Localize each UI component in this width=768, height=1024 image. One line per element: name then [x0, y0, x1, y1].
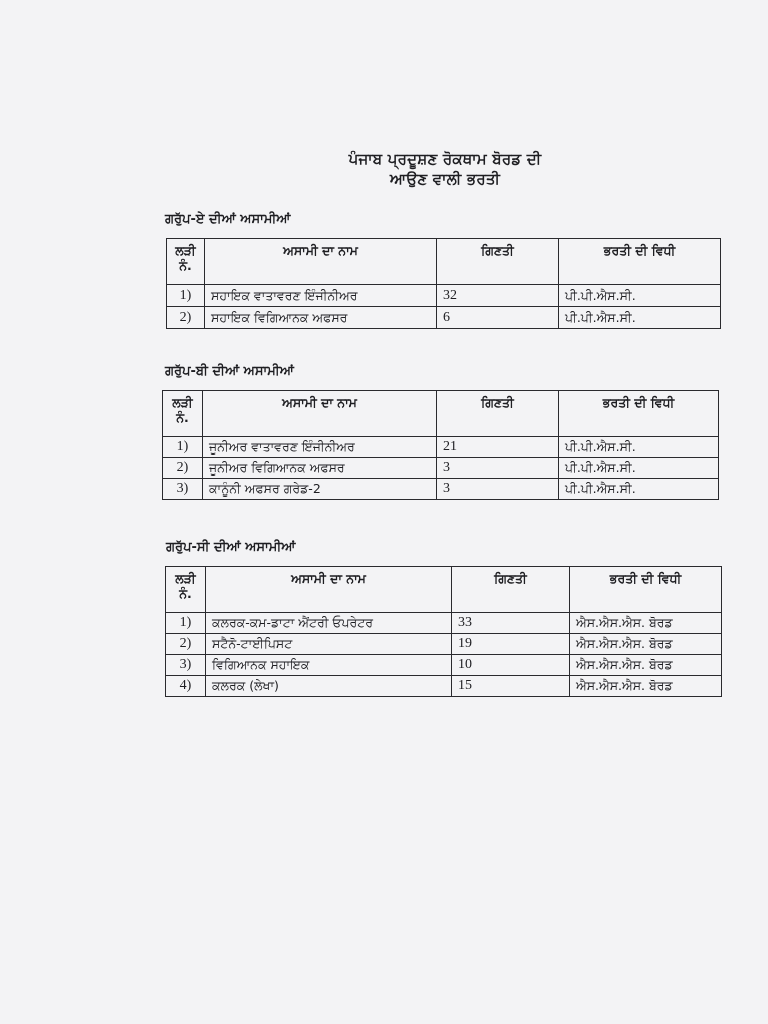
- count-header: ਗਿਣਤੀ: [437, 391, 559, 437]
- table-row: [163, 458, 719, 479]
- method-header: ਭਰਤੀ ਦੀ ਵਿਧੀ: [559, 239, 721, 285]
- post-name-cell: ਕਲਰਕ (ਲੇਖਾ): [206, 676, 452, 697]
- count-cell: 3: [437, 479, 559, 500]
- count-cell: 19: [452, 634, 570, 655]
- post-name-header: ਅਸਾਮੀ ਦਾ ਨਾਮ: [205, 239, 437, 285]
- serial-cell: 3): [166, 655, 206, 676]
- table-row: [166, 634, 722, 655]
- method-cell: ਐਸ.ਐਸ.ਐਸ. ਬੋਰਡ: [570, 634, 722, 655]
- method-cell: ਪੀ.ਪੀ.ਐਸ.ਸੀ.: [559, 437, 719, 458]
- count-header: ਗਿਣਤੀ: [452, 567, 570, 613]
- table-header-row: [166, 567, 722, 613]
- serial-header: ਲੜੀ ਨੰ.: [167, 239, 205, 285]
- group-a-table: [166, 238, 721, 329]
- serial-cell: 3): [163, 479, 203, 500]
- method-header: ਭਰਤੀ ਦੀ ਵਿਧੀ: [570, 567, 722, 613]
- table-row: [167, 307, 721, 329]
- table-row: [166, 676, 722, 697]
- serial-cell: 2): [163, 458, 203, 479]
- method-header: ਭਰਤੀ ਦੀ ਵਿਧੀ: [559, 391, 719, 437]
- group-b-table: [162, 390, 719, 500]
- document-title-line2: ਆਉਣ ਵਾਲੀ ਭਰਤੀ: [389, 170, 501, 188]
- method-cell: ਪੀ.ਪੀ.ਐਸ.ਸੀ.: [559, 285, 721, 307]
- table-row: [167, 285, 721, 307]
- serial-header: ਲੜੀ ਨੰ.: [166, 567, 206, 613]
- post-name-header: ਅਸਾਮੀ ਦਾ ਨਾਮ: [203, 391, 437, 437]
- count-cell: 21: [437, 437, 559, 458]
- serial-cell: 1): [163, 437, 203, 458]
- count-header: ਗਿਣਤੀ: [437, 239, 559, 285]
- method-cell: ਪੀ.ਪੀ.ਐਸ.ਸੀ.: [559, 307, 721, 329]
- table-row: [163, 479, 719, 500]
- table-header-row: [167, 239, 721, 285]
- method-cell: ਐਸ.ਐਸ.ਐਸ. ਬੋਰਡ: [570, 655, 722, 676]
- count-cell: 3: [437, 458, 559, 479]
- count-cell: 33: [452, 613, 570, 634]
- post-name-cell: ਜੂਨੀਅਰ ਵਾਤਾਵਰਣ ਇੰਜੀਨੀਅਰ: [203, 437, 437, 458]
- serial-cell: 2): [167, 307, 205, 329]
- group-c-table: [165, 566, 722, 697]
- serial-cell: 1): [166, 613, 206, 634]
- count-cell: 15: [452, 676, 570, 697]
- group-b-heading: ਗਰੁੱਪ-ਬੀ ਦੀਆਂ ਅਸਾਮੀਆਂ: [165, 364, 294, 379]
- serial-cell: 2): [166, 634, 206, 655]
- count-cell: 6: [437, 307, 559, 329]
- post-name-cell: ਜੂਨੀਅਰ ਵਿਗਿਆਨਕ ਅਫਸਰ: [203, 458, 437, 479]
- group-c-heading: ਗਰੁੱਪ-ਸੀ ਦੀਆਂ ਅਸਾਮੀਆਂ: [166, 540, 296, 555]
- table-row: [163, 437, 719, 458]
- count-cell: 10: [452, 655, 570, 676]
- table-header-row: [163, 391, 719, 437]
- serial-header: ਲੜੀ ਨੰ.: [163, 391, 203, 437]
- post-name-cell: ਸਹਾਇਕ ਵਿਗਿਆਨਕ ਅਫਸਰ: [205, 307, 437, 329]
- method-cell: ਐਸ.ਐਸ.ਐਸ. ਬੋਰਡ: [570, 613, 722, 634]
- post-name-cell: ਕਲਰਕ-ਕਮ-ਡਾਟਾ ਐਂਟਰੀ ਓਪਰੇਟਰ: [206, 613, 452, 634]
- table-row: [166, 655, 722, 676]
- table-row: [166, 613, 722, 634]
- serial-cell: 4): [166, 676, 206, 697]
- post-name-cell: ਸਟੈਨੋ-ਟਾਈਪਿਸਟ: [206, 634, 452, 655]
- post-name-header: ਅਸਾਮੀ ਦਾ ਨਾਮ: [206, 567, 452, 613]
- document-title-line1: ਪੰਜਾਬ ਪ੍ਰਦੂਸ਼ਣ ਰੋਕਥਾਮ ਬੋਰਡ ਦੀ: [348, 150, 542, 168]
- group-a-heading: ਗਰੁੱਪ-ਏ ਦੀਆਂ ਅਸਾਮੀਆਂ: [165, 212, 291, 227]
- post-name-cell: ਕਾਨੂੰਨੀ ਅਫਸਰ ਗਰੇਡ-2: [203, 479, 437, 500]
- post-name-cell: ਸਹਾਇਕ ਵਾਤਾਵਰਣ ਇੰਜੀਨੀਅਰ: [205, 285, 437, 307]
- method-cell: ਪੀ.ਪੀ.ਐਸ.ਸੀ.: [559, 458, 719, 479]
- method-cell: ਐਸ.ਐਸ.ਐਸ. ਬੋਰਡ: [570, 676, 722, 697]
- post-name-cell: ਵਿਗਿਆਨਕ ਸਹਾਇਕ: [206, 655, 452, 676]
- serial-cell: 1): [167, 285, 205, 307]
- count-cell: 32: [437, 285, 559, 307]
- method-cell: ਪੀ.ਪੀ.ਐਸ.ਸੀ.: [559, 479, 719, 500]
